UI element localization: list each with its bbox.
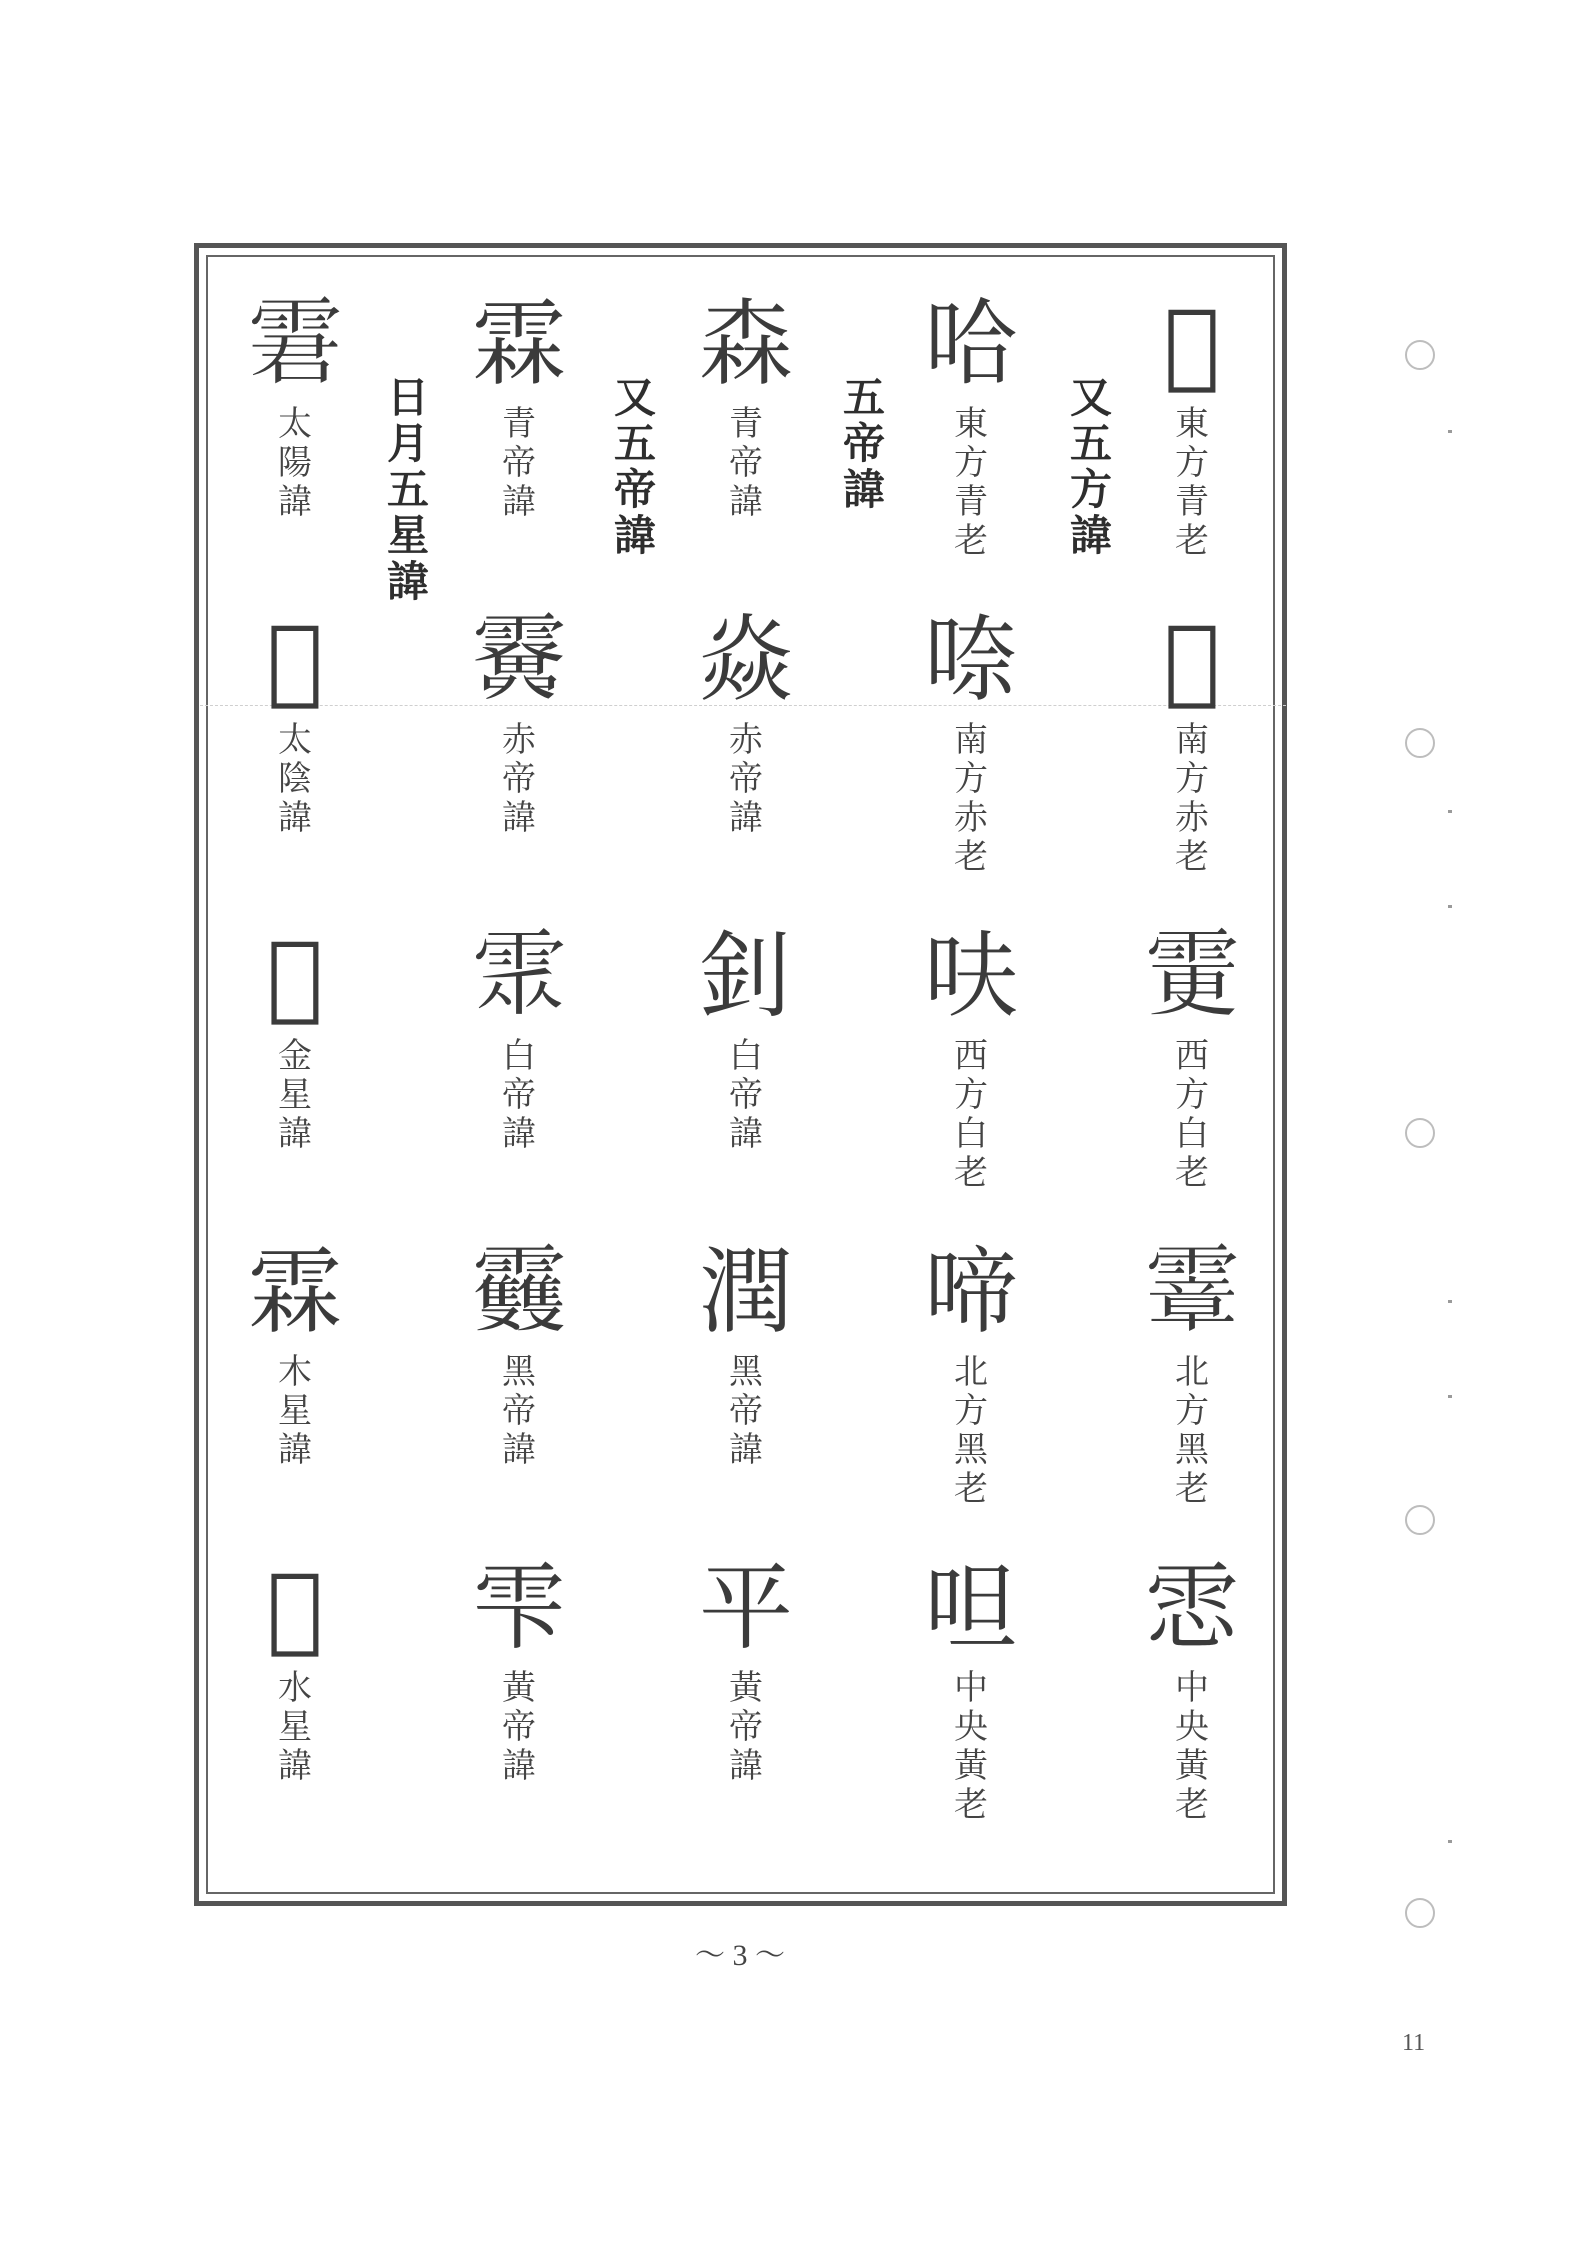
talisman-caption: 水星諱 [278,1668,312,1786]
talisman-entry [1137,922,1247,1193]
talisman-entry [691,290,801,522]
binder-hole [1405,1898,1435,1928]
talisman-entry [464,922,574,1154]
talisman-caption: 太陰諱 [278,720,312,838]
talisman-entry [916,922,1026,1193]
talisman-entry [1137,1238,1247,1509]
talisman-glyph: 𩇈 [471,1238,566,1347]
talisman-entry [916,1554,1026,1825]
column-five-directions-a [1137,290,1247,1855]
talisman-glyph: 森 [698,290,793,399]
talisman-glyph: 哈 [923,290,1018,399]
talisman-entry [240,1238,350,1470]
talisman-glyph: 𩅹 [1163,606,1221,715]
talisman-glyph: 霖 [247,1238,342,1347]
talisman-glyph: 潤 [698,1238,793,1347]
talisman-entry [240,922,350,1154]
talisman-caption: 赤帝諱 [729,720,763,838]
talisman-entry [240,290,350,522]
talisman-glyph: 雫 [471,1554,566,1663]
talisman-entry [691,922,801,1154]
scan-speck [1448,1395,1452,1398]
column-five-emperors-b [464,290,574,1855]
talisman-entry [1137,290,1247,561]
talisman-glyph: 啼 [923,1238,1018,1347]
talisman-glyph: 㖠 [923,606,1018,715]
talisman-caption: 南方赤老 [954,720,988,877]
talisman-glyph: 釗 [698,922,793,1031]
talisman-caption: 白帝諱 [729,1036,763,1154]
talisman-caption: 黑帝諱 [729,1352,763,1470]
talisman-caption: 東方青老 [954,404,988,561]
talisman-caption: 東方青老 [1175,404,1209,561]
talisman-glyph: 𩅈 [1144,1238,1239,1347]
talisman-glyph: 平 [698,1554,793,1663]
talisman-glyph: 焱 [698,606,793,715]
talisman-glyph: 𩂢 [471,922,566,1031]
talisman-caption: 黃帝諱 [502,1668,536,1786]
talisman-glyph: 𩂿 [247,290,342,399]
column-five-directions-b [916,290,1026,1855]
talisman-glyph: 𩂼 [1144,922,1239,1031]
column-five-emperors-a [691,290,801,1855]
section-heading-another-five-directions: 又五方諱 [1069,373,1112,560]
talisman-caption: 青帝諱 [729,404,763,522]
talisman-glyph: 𩆫 [471,606,566,715]
talisman-entry [464,290,574,522]
talisman-caption: 黑帝諱 [502,1352,536,1470]
section-heading-five-emperors: 五帝諱 [842,373,885,514]
binder-hole [1405,1118,1435,1148]
talisman-glyph: 𩂈 [1144,1554,1239,1663]
talisman-entry [464,606,574,838]
scan-speck [1448,1300,1452,1303]
talisman-entry [240,606,350,838]
talisman-caption: 北方黑老 [1175,1352,1209,1509]
scan-speck [1448,905,1452,908]
talisman-caption: 西方白老 [1175,1036,1209,1193]
talisman-caption: 中央黃老 [954,1668,988,1825]
scan-speck [1448,1840,1452,1843]
talisman-glyph: 呋 [923,922,1018,1031]
talisman-glyph: 𩂁 [266,1554,324,1663]
talisman-entry [691,1554,801,1786]
talisman-glyph: 𩄇 [266,606,324,715]
binder-hole [1405,340,1435,370]
talisman-caption: 北方黑老 [954,1352,988,1509]
section-heading-sun-moon-five-stars: 日月五星諱 [386,373,429,606]
talisman-caption: 白帝諱 [502,1036,536,1154]
talisman-entry [916,1238,1026,1509]
binder-hole [1405,728,1435,758]
talisman-caption: 南方赤老 [1175,720,1209,877]
talisman-entry [464,1554,574,1786]
column-sun-moon-five-stars [240,290,350,1855]
binder-hole [1405,1505,1435,1535]
talisman-glyph: 𩃅 [266,922,324,1031]
talisman-entry [916,290,1026,561]
talisman-glyph: 呾 [923,1554,1018,1663]
talisman-entry [464,1238,574,1470]
scan-page-number: 11 [1402,2030,1426,2056]
talisman-entry [691,606,801,838]
scan-speck [1448,430,1452,433]
talisman-entry [240,1554,350,1786]
talisman-caption: 赤帝諱 [502,720,536,838]
talisman-caption: 太陽諱 [278,404,312,522]
talisman-entry [916,606,1026,877]
page-number: 〜 3 〜 [695,1939,785,1972]
talisman-caption: 黃帝諱 [729,1668,763,1786]
talisman-glyph: 霖 [471,290,566,399]
talisman-entry [1137,1554,1247,1825]
talisman-caption: 中央黃老 [1175,1668,1209,1825]
talisman-entry [1137,606,1247,877]
talisman-entry [691,1238,801,1470]
section-heading-another-five-emperors: 又五帝諱 [613,373,656,560]
scan-speck [1448,810,1452,813]
talisman-caption: 青帝諱 [502,404,536,522]
talisman-glyph: 𩃎 [1163,290,1221,399]
talisman-caption: 木星諱 [278,1352,312,1470]
talisman-caption: 金星諱 [278,1036,312,1154]
talisman-caption: 西方白老 [954,1036,988,1193]
